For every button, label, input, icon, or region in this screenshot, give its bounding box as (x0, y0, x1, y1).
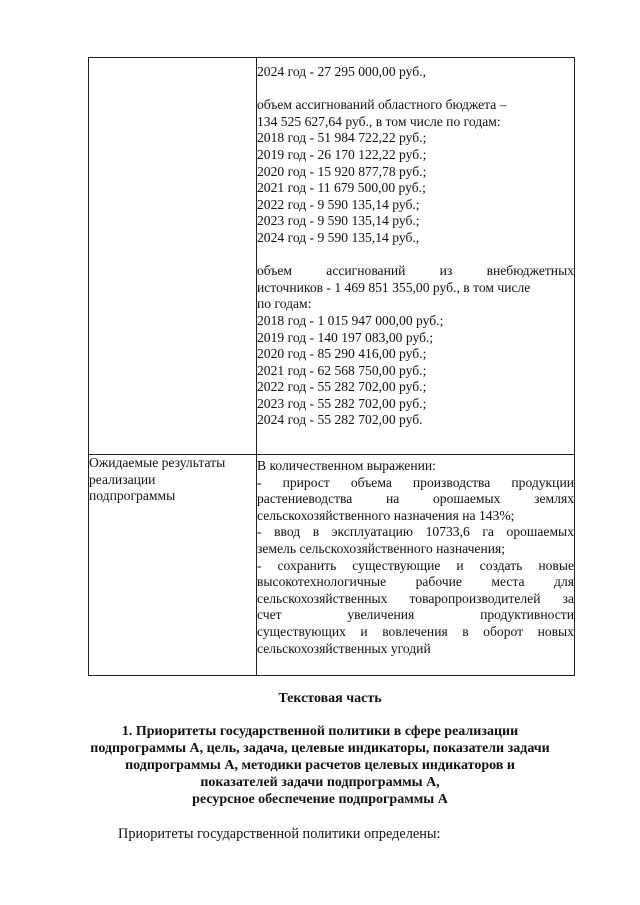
text-line: счет увеличения продуктивности (257, 607, 574, 623)
text-line: по годам: (257, 296, 312, 312)
heading-line: 1. Приоритеты государственной политики в сфере реализации (121, 724, 519, 739)
subprogram-passport-table (88, 57, 575, 676)
text-line: 2021 год - 62 568 750,00 руб.; (257, 362, 427, 378)
text-line: 134 525 627,64 руб., в том числе по годам: (257, 113, 501, 129)
section-heading (0, 723, 640, 808)
text-line: 2024 год - 27 295 000,00 руб., (257, 64, 426, 79)
text-line: 2022 год - 9 590 135,14 руб.; (257, 196, 420, 212)
text-line: 2020 год - 85 290 416,00 руб.; (257, 346, 427, 362)
text-line: объем ассигнований из внебюджетных (257, 263, 574, 279)
heading-line: показателей задачи подпрограммы А, (200, 775, 440, 790)
label-line: подпрограммы (89, 488, 176, 504)
text-line: существующих и вовлечения в оборот новых (257, 623, 574, 639)
text-line: сельскохозяйственных угодий (257, 640, 431, 656)
label-line: Ожидаемые результаты (89, 455, 226, 470)
text-line: 2020 год - 15 920 877,78 руб.; (257, 163, 427, 179)
heading-line: подпрограммы А, цель, задача, целевые индикаторы, показатели задачи (90, 741, 550, 756)
table-row (89, 58, 575, 455)
text-line: 2024 год - 9 590 135,14 руб., (257, 229, 420, 245)
text-line: сельскохозяйственного назначения на 143%; (257, 507, 515, 523)
heading-line: ресурсное обеспечение подпрограммы А (192, 792, 448, 807)
text-line: объем ассигнований областного бюджета – (257, 97, 507, 113)
text-line: источников - 1 469 851 355,00 руб., в том числе (257, 279, 531, 295)
body-paragraph: Приоритеты государственной политики определены: (118, 826, 441, 842)
label-line: реализации (89, 471, 156, 487)
section-title: Текстовая часть (278, 691, 382, 706)
text-line: 2024 год - 55 282 702,00 руб. (257, 412, 423, 428)
text-line: 2022 год - 55 282 702,00 руб.; (257, 379, 427, 395)
blank-line (257, 81, 574, 98)
text-line: растениеводства на орошаемых землях (257, 491, 574, 507)
text-line: сельскохозяйственных товаропроизводителей за (257, 590, 574, 606)
text-line: 2018 год - 51 984 722,22 руб.; (257, 130, 427, 146)
expected-results-cell (257, 455, 575, 676)
text-line: 2018 год - 1 015 947 000,00 руб.; (257, 312, 444, 328)
text-line: - прирост объема производства продукции (257, 474, 574, 490)
text-line: 2019 год - 140 197 083,00 руб.; (257, 329, 434, 345)
text-line: 2023 год - 9 590 135,14 руб.; (257, 213, 420, 229)
text-line: В количественном выражении: (257, 458, 436, 473)
heading-line: подпрограммы А, методики расчетов целевых индикаторов и (125, 758, 515, 773)
blank-line (257, 247, 574, 264)
text-line: - ввод в эксплуатацию 10733,6 га орошаемых (257, 524, 574, 540)
text-line: земель сельскохозяйственного назначения; (257, 540, 506, 556)
table-cell-label (89, 58, 257, 455)
expected-results-label-cell (89, 455, 257, 676)
text-line: - сохранить существующие и создать новые (257, 557, 574, 573)
funding-cell (257, 58, 575, 455)
table-row (89, 455, 575, 676)
text-line: 2023 год - 55 282 702,00 руб.; (257, 395, 427, 411)
text-line: 2019 год - 26 170 122,22 руб.; (257, 146, 427, 162)
text-line: высокотехнологичные рабочие места для (257, 574, 574, 590)
text-line: 2021 год - 11 679 500,00 руб.; (257, 180, 426, 196)
